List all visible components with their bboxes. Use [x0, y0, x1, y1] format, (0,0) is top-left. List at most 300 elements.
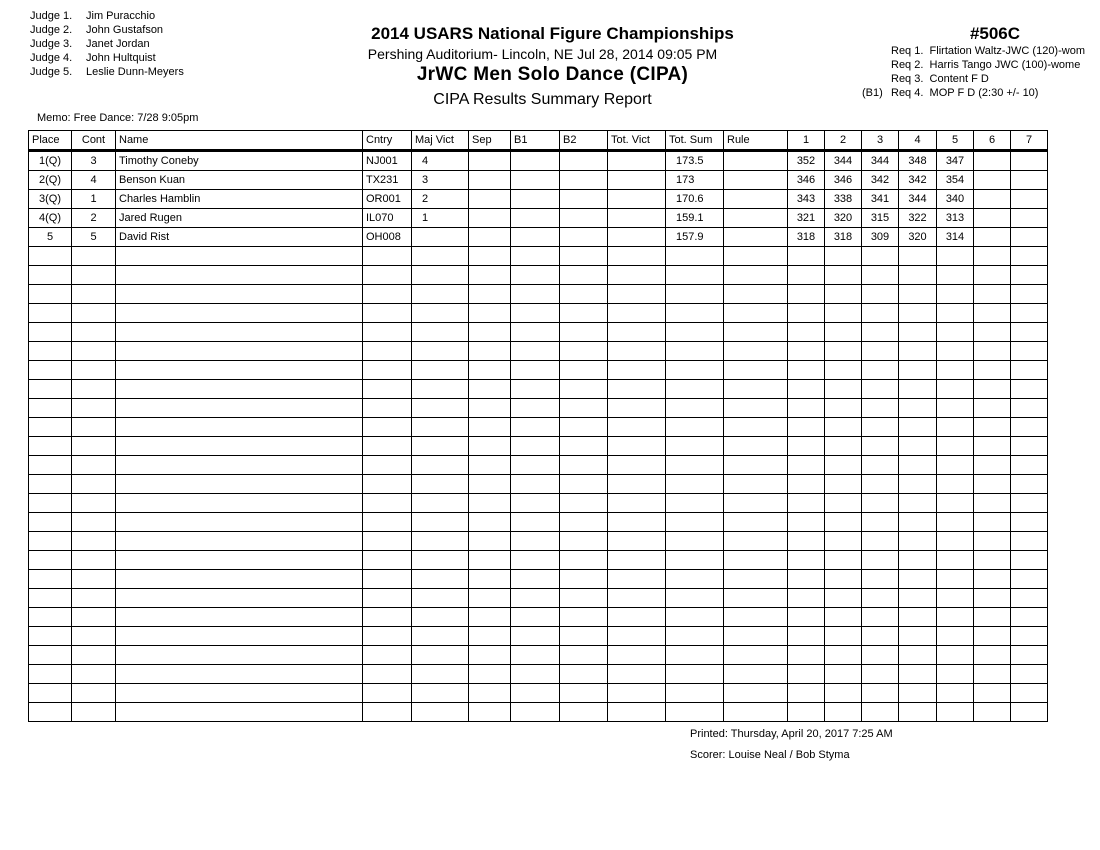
- table-cell: [788, 570, 825, 589]
- table-cell: [511, 475, 560, 494]
- table-cell: 173.5: [666, 151, 724, 171]
- empty-table-row: [29, 665, 1048, 684]
- table-cell: [511, 361, 560, 380]
- table-cell: [412, 456, 469, 475]
- table-cell: [608, 361, 666, 380]
- table-cell: [724, 570, 788, 589]
- table-cell: 170.6: [666, 190, 724, 209]
- table-cell: [469, 323, 511, 342]
- table-cell: 5: [29, 228, 72, 247]
- table-cell: [363, 608, 412, 627]
- table-cell: [724, 266, 788, 285]
- table-cell: 343: [788, 190, 825, 209]
- column-header: B1: [511, 131, 560, 151]
- table-cell: 4(Q): [29, 209, 72, 228]
- table-cell: [511, 437, 560, 456]
- table-cell: [937, 589, 974, 608]
- table-cell: [666, 627, 724, 646]
- table-cell: [412, 513, 469, 532]
- table-cell: [825, 703, 862, 722]
- table-cell: [1011, 551, 1048, 570]
- table-cell: [666, 247, 724, 266]
- table-cell: [560, 209, 608, 228]
- column-header: 2: [825, 131, 862, 151]
- table-cell: [1011, 266, 1048, 285]
- table-cell: [469, 513, 511, 532]
- table-cell: [825, 494, 862, 513]
- table-cell: [72, 646, 116, 665]
- table-cell: [724, 323, 788, 342]
- judge-5: Judge 5. Leslie Dunn-Meyers: [30, 66, 184, 78]
- table-cell: [899, 304, 937, 323]
- table-cell: [788, 589, 825, 608]
- empty-table-row: [29, 266, 1048, 285]
- empty-table-row: [29, 532, 1048, 551]
- table-cell: [1011, 437, 1048, 456]
- table-cell: [72, 589, 116, 608]
- table-cell: [72, 437, 116, 456]
- table-cell: 342: [862, 171, 899, 190]
- table-cell: [862, 570, 899, 589]
- table-cell: [72, 323, 116, 342]
- table-cell: [937, 684, 974, 703]
- table-cell: [724, 456, 788, 475]
- empty-table-row: [29, 342, 1048, 361]
- table-cell: [469, 342, 511, 361]
- table-cell: [412, 304, 469, 323]
- column-header: Maj Vict: [412, 131, 469, 151]
- table-cell: [511, 532, 560, 551]
- requirement-1: Req 1. Flirtation Waltz-JWC (120)-wom: [891, 45, 1085, 57]
- table-cell: OR001: [363, 190, 412, 209]
- table-cell: [1011, 589, 1048, 608]
- table-cell: [899, 342, 937, 361]
- memo: Memo: Free Dance: 7/28 9:05pm: [37, 112, 199, 124]
- table-cell: [862, 513, 899, 532]
- table-cell: [363, 532, 412, 551]
- table-cell: [412, 475, 469, 494]
- table-cell: [469, 304, 511, 323]
- table-cell: [560, 190, 608, 209]
- table-cell: [788, 703, 825, 722]
- table-cell: [608, 228, 666, 247]
- table-cell: [469, 285, 511, 304]
- table-cell: [1011, 703, 1048, 722]
- requirement-2: Req 2. Harris Tango JWC (100)-wome: [891, 59, 1081, 71]
- table-cell: [412, 646, 469, 665]
- table-cell: [666, 570, 724, 589]
- table-cell: [412, 494, 469, 513]
- table-cell: [29, 494, 72, 513]
- empty-table-row: [29, 589, 1048, 608]
- table-cell: [825, 399, 862, 418]
- table-cell: [825, 684, 862, 703]
- table-cell: [666, 304, 724, 323]
- table-cell: [560, 703, 608, 722]
- table-cell: [666, 589, 724, 608]
- table-cell: [724, 171, 788, 190]
- table-cell: [862, 551, 899, 570]
- table-cell: [862, 608, 899, 627]
- table-cell: [788, 266, 825, 285]
- table-cell: [511, 456, 560, 475]
- table-cell: [29, 380, 72, 399]
- table-cell: [1011, 532, 1048, 551]
- table-cell: [511, 285, 560, 304]
- table-cell: [937, 570, 974, 589]
- table-cell: [862, 323, 899, 342]
- empty-table-row: [29, 684, 1048, 703]
- table-cell: [974, 570, 1011, 589]
- table-cell: [116, 380, 363, 399]
- table-cell: [974, 171, 1011, 190]
- table-cell: [29, 323, 72, 342]
- table-cell: [72, 304, 116, 323]
- venue-subtitle: Pershing Auditorium- Lincoln, NE Jul 28, 2014 09:05 PM: [367, 46, 718, 62]
- table-cell: [724, 551, 788, 570]
- table-cell: 5: [72, 228, 116, 247]
- table-cell: [788, 323, 825, 342]
- table-cell: [511, 171, 560, 190]
- table-cell: [825, 456, 862, 475]
- table-cell: 318: [825, 228, 862, 247]
- table-cell: NJ001: [363, 151, 412, 171]
- table-cell: 344: [899, 190, 937, 209]
- table-cell: [666, 437, 724, 456]
- table-cell: [666, 684, 724, 703]
- table-cell: [899, 703, 937, 722]
- table-cell: [116, 361, 363, 380]
- table-cell: [974, 361, 1011, 380]
- table-cell: [825, 380, 862, 399]
- table-row: [29, 190, 1048, 209]
- table-cell: [363, 589, 412, 608]
- table-cell: [724, 380, 788, 399]
- table-cell: [666, 266, 724, 285]
- table-cell: Benson Kuan: [116, 171, 363, 190]
- table-cell: [29, 342, 72, 361]
- table-cell: 347: [937, 151, 974, 171]
- table-cell: [511, 684, 560, 703]
- table-cell: [511, 342, 560, 361]
- table-cell: [469, 532, 511, 551]
- scorer: Scorer: Louise Neal / Bob Styma: [690, 749, 850, 761]
- table-cell: [72, 247, 116, 266]
- table-cell: [560, 151, 608, 171]
- table-cell: [899, 285, 937, 304]
- table-cell: [724, 494, 788, 513]
- table-cell: 4: [72, 171, 116, 190]
- table-cell: 346: [788, 171, 825, 190]
- table-cell: [412, 684, 469, 703]
- table-cell: 354: [937, 171, 974, 190]
- column-header: Tot. Vict: [608, 131, 666, 151]
- table-cell: [666, 646, 724, 665]
- table-cell: [72, 532, 116, 551]
- table-cell: [412, 323, 469, 342]
- table-cell: [724, 361, 788, 380]
- table-cell: [937, 266, 974, 285]
- table-cell: [862, 627, 899, 646]
- table-cell: [608, 342, 666, 361]
- table-cell: [937, 399, 974, 418]
- table-cell: [974, 646, 1011, 665]
- table-cell: [560, 494, 608, 513]
- table-cell: 159.1: [666, 209, 724, 228]
- table-cell: [724, 151, 788, 171]
- table-cell: [974, 190, 1011, 209]
- table-cell: [608, 285, 666, 304]
- table-cell: [788, 532, 825, 551]
- table-cell: [511, 323, 560, 342]
- event-number: #506C: [969, 24, 1021, 43]
- table-cell: [469, 228, 511, 247]
- table-cell: [1011, 665, 1048, 684]
- table-cell: [937, 437, 974, 456]
- table-cell: [974, 513, 1011, 532]
- table-cell: [899, 532, 937, 551]
- table-cell: 314: [937, 228, 974, 247]
- table-cell: [825, 513, 862, 532]
- column-header: 5: [937, 131, 974, 151]
- table-cell: [974, 418, 1011, 437]
- table-cell: [469, 475, 511, 494]
- table-cell: [825, 532, 862, 551]
- table-cell: [666, 323, 724, 342]
- table-cell: 342: [899, 171, 937, 190]
- table-cell: [116, 703, 363, 722]
- table-cell: [666, 418, 724, 437]
- table-cell: [825, 361, 862, 380]
- table-cell: [511, 266, 560, 285]
- table-header-row: [29, 131, 1048, 151]
- table-cell: [29, 570, 72, 589]
- table-cell: [1011, 475, 1048, 494]
- table-cell: [937, 304, 974, 323]
- table-cell: [937, 627, 974, 646]
- table-cell: [363, 285, 412, 304]
- table-cell: Jared Rugen: [116, 209, 363, 228]
- table-cell: [72, 513, 116, 532]
- table-cell: [724, 608, 788, 627]
- table-cell: [511, 190, 560, 209]
- table-cell: [469, 380, 511, 399]
- table-cell: [29, 304, 72, 323]
- table-cell: [862, 418, 899, 437]
- table-cell: [29, 285, 72, 304]
- column-header: Place: [29, 131, 72, 151]
- table-cell: [412, 532, 469, 551]
- table-cell: [724, 589, 788, 608]
- table-cell: 2: [72, 209, 116, 228]
- table-cell: [862, 646, 899, 665]
- table-cell: [363, 342, 412, 361]
- table-cell: [560, 475, 608, 494]
- table-cell: [1011, 285, 1048, 304]
- table-cell: [469, 266, 511, 285]
- table-cell: [29, 684, 72, 703]
- table-cell: [469, 570, 511, 589]
- table-cell: 3(Q): [29, 190, 72, 209]
- table-cell: [469, 589, 511, 608]
- table-cell: [899, 627, 937, 646]
- table-cell: [116, 665, 363, 684]
- table-cell: [937, 494, 974, 513]
- table-cell: [899, 323, 937, 342]
- table-cell: [937, 361, 974, 380]
- table-cell: [29, 418, 72, 437]
- table-cell: [412, 437, 469, 456]
- empty-table-row: [29, 380, 1048, 399]
- table-cell: [608, 247, 666, 266]
- table-cell: [469, 399, 511, 418]
- table-cell: [511, 399, 560, 418]
- table-cell: [72, 627, 116, 646]
- table-cell: [608, 209, 666, 228]
- table-cell: [29, 551, 72, 570]
- table-cell: 173: [666, 171, 724, 190]
- table-cell: [1011, 646, 1048, 665]
- table-cell: [363, 304, 412, 323]
- table-cell: [363, 703, 412, 722]
- table-cell: 1(Q): [29, 151, 72, 171]
- table-cell: [560, 456, 608, 475]
- table-cell: [560, 323, 608, 342]
- table-cell: 344: [862, 151, 899, 171]
- table-cell: [724, 228, 788, 247]
- table-cell: [72, 608, 116, 627]
- column-header: 1: [788, 131, 825, 151]
- table-cell: [666, 551, 724, 570]
- table-cell: [560, 608, 608, 627]
- column-header: 4: [899, 131, 937, 151]
- table-cell: [116, 342, 363, 361]
- event-name: JrWC Men Solo Dance (CIPA): [416, 64, 689, 85]
- table-cell: [469, 703, 511, 722]
- table-cell: [788, 646, 825, 665]
- table-cell: [862, 342, 899, 361]
- table-cell: [937, 247, 974, 266]
- table-cell: [724, 684, 788, 703]
- empty-table-row: [29, 285, 1048, 304]
- table-cell: [724, 190, 788, 209]
- table-cell: [899, 475, 937, 494]
- table-cell: [608, 437, 666, 456]
- table-cell: [974, 380, 1011, 399]
- table-cell: [788, 494, 825, 513]
- page-title: 2014 USARS National Figure Championships: [371, 24, 734, 43]
- table-cell: 318: [788, 228, 825, 247]
- table-cell: [608, 151, 666, 171]
- table-cell: [825, 570, 862, 589]
- column-header: Rule: [724, 131, 788, 151]
- table-cell: [608, 532, 666, 551]
- table-cell: [724, 646, 788, 665]
- table-cell: IL070: [363, 209, 412, 228]
- table-cell: [116, 589, 363, 608]
- table-cell: [974, 285, 1011, 304]
- table-cell: [116, 399, 363, 418]
- table-cell: [116, 684, 363, 703]
- table-cell: [363, 551, 412, 570]
- table-cell: [825, 304, 862, 323]
- table-cell: [1011, 627, 1048, 646]
- table-cell: [899, 513, 937, 532]
- table-cell: [937, 418, 974, 437]
- table-cell: [363, 247, 412, 266]
- table-cell: [724, 342, 788, 361]
- table-cell: [974, 475, 1011, 494]
- table-cell: [412, 228, 469, 247]
- table-cell: [363, 570, 412, 589]
- table-cell: [560, 665, 608, 684]
- table-cell: 338: [825, 190, 862, 209]
- table-cell: [608, 456, 666, 475]
- table-cell: [363, 646, 412, 665]
- column-header: Cntry: [363, 131, 412, 151]
- table-cell: [608, 627, 666, 646]
- table-cell: [1011, 570, 1048, 589]
- table-cell: David Rist: [116, 228, 363, 247]
- table-cell: 352: [788, 151, 825, 171]
- table-cell: [29, 703, 72, 722]
- table-cell: [1011, 456, 1048, 475]
- table-cell: [72, 342, 116, 361]
- table-cell: [974, 247, 1011, 266]
- table-cell: [899, 456, 937, 475]
- column-header: 7: [1011, 131, 1048, 151]
- table-cell: [974, 266, 1011, 285]
- table-cell: [608, 304, 666, 323]
- table-cell: [29, 608, 72, 627]
- table-cell: [608, 494, 666, 513]
- table-cell: Charles Hamblin: [116, 190, 363, 209]
- table-cell: [1011, 304, 1048, 323]
- table-cell: [116, 551, 363, 570]
- table-cell: [72, 380, 116, 399]
- table-cell: [666, 703, 724, 722]
- table-cell: [469, 646, 511, 665]
- table-cell: [363, 380, 412, 399]
- table-cell: [862, 380, 899, 399]
- table-cell: [469, 551, 511, 570]
- table-cell: [560, 589, 608, 608]
- table-cell: [825, 665, 862, 684]
- table-cell: [974, 589, 1011, 608]
- table-cell: [469, 361, 511, 380]
- table-cell: [1011, 209, 1048, 228]
- empty-table-row: [29, 437, 1048, 456]
- table-cell: [974, 627, 1011, 646]
- table-cell: [724, 665, 788, 684]
- table-cell: [899, 551, 937, 570]
- table-cell: [72, 570, 116, 589]
- table-cell: [788, 665, 825, 684]
- table-cell: [724, 247, 788, 266]
- empty-table-row: [29, 608, 1048, 627]
- requirement-4: (B1) Req 4. MOP F D (2:30 +/- 10): [862, 87, 1039, 99]
- table-cell: 315: [862, 209, 899, 228]
- empty-table-row: [29, 627, 1048, 646]
- table-cell: [862, 532, 899, 551]
- table-cell: [724, 304, 788, 323]
- table-cell: [363, 513, 412, 532]
- column-header: Tot. Sum: [666, 131, 724, 151]
- table-cell: [363, 494, 412, 513]
- table-cell: [29, 532, 72, 551]
- table-cell: [412, 703, 469, 722]
- table-row: [29, 171, 1048, 190]
